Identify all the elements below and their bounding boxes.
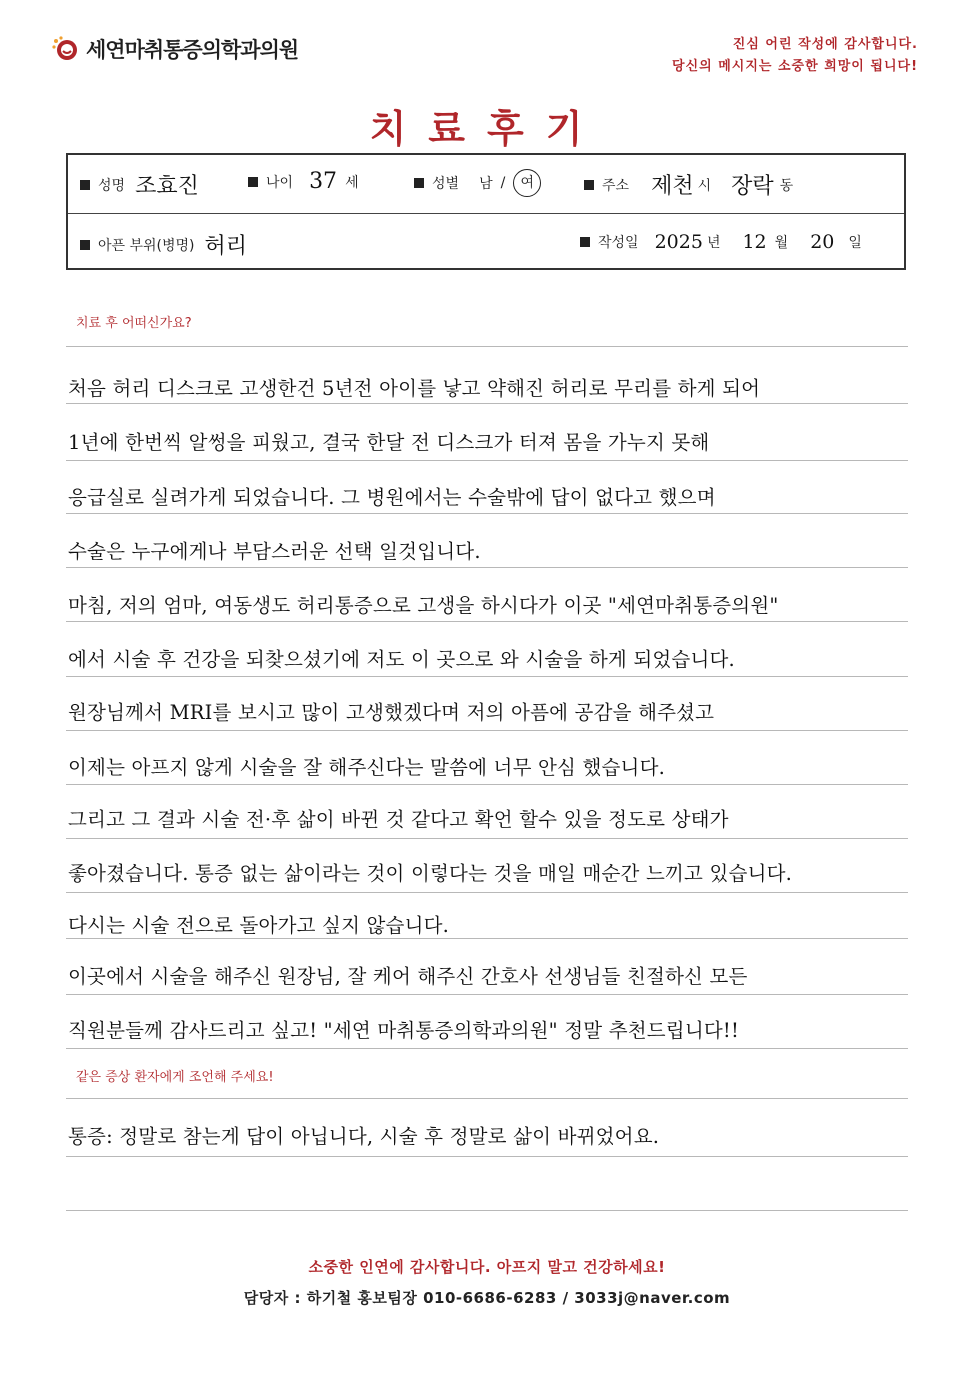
date-label: 작성일 (598, 235, 639, 251)
answer-1-line: 처음 허리 디스크로 고생한건 5년전 아이를 낳고 약해진 허리로 무리를 하게 되어 (68, 377, 761, 400)
answer-1-line: 마침, 저의 엄마, 여동생도 허리통증으로 고생을 하시다가 이곳 "세연마취통증의원" (68, 594, 779, 617)
ruled-line (66, 676, 908, 677)
name-field (80, 169, 199, 200)
ruled-line (66, 892, 908, 893)
bullet-square-icon (580, 237, 590, 247)
ruled-line (66, 346, 908, 347)
name-label: 성명 (98, 177, 126, 194)
answer-2-line: 통증: 정말로 참는게 답이 아닙니다, 시술 후 정말로 삶이 바뀌었어요. (68, 1125, 660, 1148)
date-day: 20 (810, 231, 835, 253)
age-value: 37 (309, 169, 338, 194)
day-unit: 일 (848, 235, 862, 251)
bullet-square-icon (80, 240, 90, 250)
ruled-line (66, 403, 908, 404)
question-1-label: 치료 후 어떠신가요? (76, 316, 192, 331)
answer-1-line: 그리고 그 결과 시술 전·후 삶이 바뀐 것 같다고 확언 할수 있을 정도로 상태가 (68, 808, 729, 831)
bullet-square-icon (584, 180, 594, 190)
ruled-line (66, 567, 908, 568)
clinic-logo (52, 34, 298, 64)
address-label: 주소 (602, 177, 630, 194)
address-dong-name: 장락 (731, 174, 774, 199)
answer-1-line: 에서 시술 후 건강을 되찾으셨기에 저도 이 곳으로 와 시술을 하게 되었습니다. (68, 648, 735, 671)
logo-text: 세연마취통증의학과의원 (86, 38, 299, 62)
ruled-line (66, 1156, 908, 1157)
question-2-label: 같은 증상 환자에게 조언해 주세요! (76, 1070, 274, 1085)
ruled-line (66, 1048, 908, 1049)
pain-label: 아픈 부위(병명) (98, 237, 195, 254)
pain-field (80, 229, 247, 260)
age-field (248, 169, 359, 194)
month-unit: 월 (774, 235, 789, 251)
bullet-square-icon (414, 178, 424, 188)
smile-logo-icon (52, 35, 80, 63)
footer-thanks: 소중한 인연에 감사합니다. 아프지 말고 건강하세요! (308, 1258, 666, 1276)
gender-separator: / (500, 175, 506, 191)
gender-field (414, 169, 541, 197)
ruled-line (66, 1210, 908, 1211)
gender-male: 남 (479, 176, 493, 192)
footer-contact: 담당자 : 하기철 홍보팀장 010-6686-6283 / 3033j@naver.com (243, 1289, 731, 1307)
address-city: 제천 (651, 174, 694, 199)
ruled-line (66, 784, 908, 785)
bullet-square-icon (80, 180, 90, 190)
ruled-line (66, 838, 908, 839)
ruled-line (66, 994, 908, 995)
info-box (66, 153, 906, 270)
age-unit: 세 (345, 174, 359, 191)
answer-1-line: 원장님께서 MRI를 보시고 많이 고생했겠다며 저의 아픔에 공감을 해주셨고 (68, 701, 715, 724)
bullet-square-icon (248, 177, 258, 187)
year-unit: 년 (706, 235, 721, 251)
answer-1-line: 다시는 시술 전으로 돌아가고 싶지 않습니다. (68, 914, 450, 937)
date-month: 12 (742, 231, 767, 253)
answer-1-line: 직원분들께 감사드리고 싶고! "세연 마취통증의학과의원" 정말 추천드립니다!! (68, 1019, 739, 1042)
tagline-line-1: 진심 어린 작성에 감사합니다. (732, 37, 918, 52)
pain-value: 허리 (204, 234, 248, 259)
ruled-line (66, 730, 908, 731)
age-label: 나이 (266, 174, 294, 191)
header-tagline (672, 34, 918, 78)
answer-1-line: 1년에 한번씩 알썽을 피웠고, 결국 한달 전 디스크가 터져 몸을 가누지 못해 (68, 431, 710, 454)
address-si: 시 (697, 177, 712, 194)
answer-1-line: 수술은 누구에게나 부담스러운 선택 일것입니다. (68, 540, 481, 563)
info-divider (68, 213, 904, 214)
answer-1-line: 응급실로 실려가게 되었습니다. 그 병원에서는 수술밖에 답이 없다고 했으며 (68, 486, 716, 509)
name-value: 조효진 (135, 174, 199, 199)
answer-1-line: 이제는 아프지 않게 시술을 잘 해주신다는 말씀에 너무 안심 했습니다. (68, 756, 666, 779)
date-field (580, 231, 862, 253)
ruled-line (66, 621, 908, 622)
page-title: 치료후기 (369, 107, 605, 151)
gender-female-circled: 여 (513, 169, 541, 197)
ruled-line (66, 513, 908, 514)
answer-1-line: 이곳에서 시술을 해주신 원장님, 잘 케어 해주신 간호사 선생님들 친절하신 모든 (68, 965, 748, 988)
date-year: 2025 (654, 231, 703, 253)
ruled-line (66, 938, 908, 939)
ruled-line (66, 1098, 908, 1099)
address-field (584, 169, 793, 200)
address-dong: 동 (779, 177, 794, 194)
answer-1-line: 좋아졌습니다. 통증 없는 삶이라는 것이 이렇다는 것을 매일 매순간 느끼고 있습니다. (68, 862, 793, 885)
ruled-line (66, 460, 908, 461)
gender-label: 성별 (432, 176, 460, 192)
tagline-line-2: 당신의 메시지는 소중한 희망이 됩니다! (672, 59, 918, 74)
